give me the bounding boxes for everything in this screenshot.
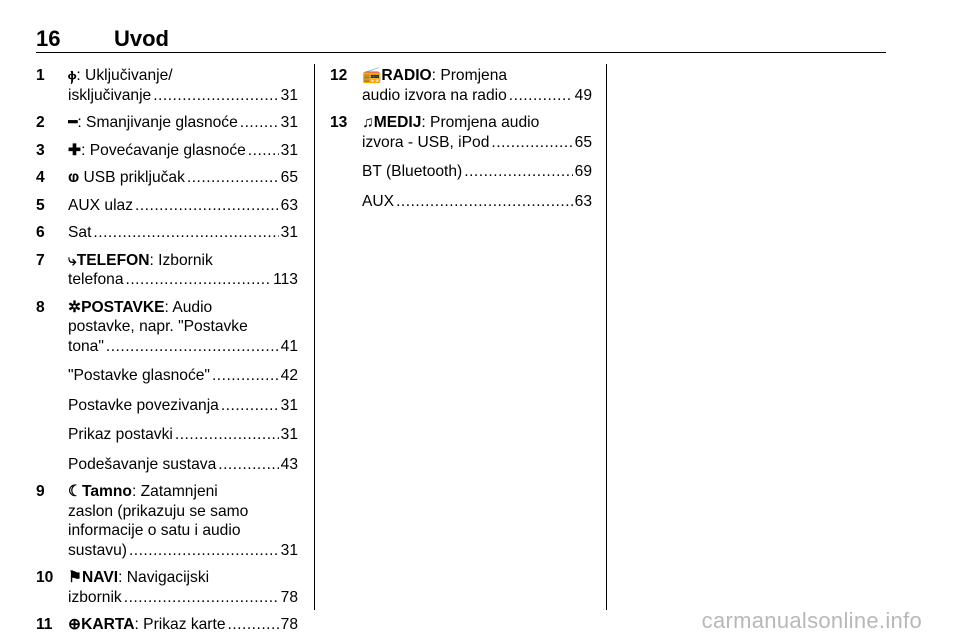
sub-entry-label: Podešavanje sustava: [68, 455, 217, 473]
sub-entry: [68, 425, 298, 445]
entry-icon: ⚑: [68, 569, 82, 586]
page-ref: 63: [574, 192, 592, 210]
dot-leader: [396, 192, 573, 212]
entry-label: izvora - USB, iPod: [362, 133, 490, 151]
sub-entry: [68, 396, 298, 416]
text-line: [68, 298, 298, 318]
entry-keyword: NAVI: [81, 569, 119, 586]
entry-number: 13: [330, 114, 348, 131]
entry-text: [68, 482, 298, 560]
entry-number: 2: [36, 114, 45, 131]
dot-leader: [228, 615, 279, 635]
page-ref: 31: [280, 114, 298, 131]
sub-entry-label: Postavke povezivanja: [68, 396, 219, 414]
text-line: [68, 502, 298, 522]
entry-number: 7: [36, 251, 45, 269]
entry-icon: ☾: [68, 483, 82, 500]
dot-leader: [93, 223, 278, 243]
dot-leader: [187, 168, 279, 188]
dot-leader: [221, 396, 279, 416]
page-ref: 41: [280, 337, 298, 355]
entry-keyword: RADIO: [381, 67, 432, 84]
index-entry: [36, 113, 298, 133]
entry-label: : Navigacijski: [118, 569, 210, 586]
page-ref: 31: [280, 224, 298, 241]
entry-number: 10: [36, 569, 54, 586]
entry-icon: 📻: [362, 67, 382, 84]
entry-label: isključivanje: [68, 86, 152, 104]
leader-line: [362, 86, 592, 106]
page-ref: 78: [280, 588, 298, 606]
entry-text: [68, 66, 298, 105]
entry-icon: ━: [68, 114, 78, 131]
index-entry: [330, 66, 592, 105]
entry-text: [362, 66, 592, 105]
dot-leader: [218, 455, 278, 475]
entry-number: 3: [36, 141, 45, 159]
entry-label: Sat: [68, 224, 92, 241]
column-divider-left: [314, 64, 315, 610]
index-entry: [36, 168, 298, 188]
dot-leader: [124, 588, 279, 608]
dot-leader: [464, 162, 572, 182]
entry-label: : Povećavanje glasnoće: [81, 141, 246, 159]
entry-keyword: MEDIJ: [373, 114, 422, 131]
entry-label: audio izvora na radio: [362, 86, 507, 104]
index-entry: [36, 568, 298, 607]
sub-entry-label: BT (Bluetooth): [362, 163, 463, 180]
sub-entry-label: Prikaz postavki: [68, 426, 173, 443]
index-column-1: [36, 66, 298, 643]
page-number: 16: [36, 26, 61, 51]
text-line: [68, 251, 298, 271]
text-line: [68, 66, 298, 86]
index-entry: [36, 615, 298, 635]
entry-number: 12: [330, 67, 348, 84]
leader-line: [68, 196, 298, 216]
dot-leader: [212, 366, 279, 386]
entry-text: [68, 568, 298, 607]
entry-icon: ⤷: [68, 251, 77, 269]
text-line: [362, 113, 592, 133]
index-column-2: [330, 66, 592, 219]
entry-icon: ⲫ: [68, 67, 77, 84]
dot-leader: [491, 133, 572, 153]
page-ref: 65: [280, 169, 298, 186]
page-ref: 42: [280, 367, 298, 384]
leader-line: [68, 588, 298, 608]
sub-entry: [362, 162, 592, 182]
page-ref: 65: [574, 133, 592, 151]
entry-keyword: TELEFON: [76, 251, 150, 269]
text-line: [68, 482, 298, 502]
entry-number: 5: [36, 196, 45, 214]
entry-label: USB priključak: [79, 169, 185, 186]
entry-text: [362, 113, 592, 152]
entry-number: 6: [36, 224, 45, 241]
entry-text: [68, 615, 298, 635]
entry-label: : Audio: [164, 298, 213, 316]
leader-line: [68, 223, 298, 243]
dot-leader: [248, 141, 279, 161]
index-entry: [36, 482, 298, 560]
entry-label: informacije o satu i audio: [68, 522, 241, 539]
entry-text: [68, 251, 298, 290]
entry-label: : Smanjivanje glasnoće: [77, 114, 238, 131]
entry-label: : Prikaz karte: [134, 616, 226, 633]
leader-line: [68, 541, 298, 561]
index-entry: [36, 298, 298, 475]
entry-text: [68, 141, 298, 161]
index-entry: [36, 223, 298, 243]
entry-label: telefona: [68, 271, 124, 288]
text-line: [68, 317, 298, 337]
page-ref: 31: [280, 141, 298, 159]
entry-number: 9: [36, 483, 45, 500]
page-title: Uvod: [114, 26, 169, 51]
page-ref: 69: [574, 163, 592, 180]
index-entry: [36, 251, 298, 290]
entry-label: : Uključivanje/: [76, 67, 173, 84]
watermark: carmanualsonline.info: [701, 608, 922, 633]
text-line: [68, 521, 298, 541]
index-entry: [36, 141, 298, 161]
page-ref: 49: [574, 86, 592, 104]
page-ref: 78: [280, 616, 298, 633]
index-entry: [330, 113, 592, 211]
entry-icon: ⊕: [68, 616, 82, 633]
entry-label: zaslon (prikazuju se samo: [68, 502, 249, 520]
leader-line: [68, 270, 298, 290]
dot-leader: [153, 86, 278, 106]
page-ref: 63: [280, 196, 298, 214]
entry-icon: ♫: [362, 114, 374, 131]
entry-icon: ✚: [68, 141, 82, 159]
entry-label: izbornik: [68, 588, 122, 606]
entry-keyword: Tamno: [81, 483, 132, 500]
entry-label: sustavu): [68, 541, 127, 559]
page-ref: 31: [280, 86, 298, 104]
index-entry: [36, 196, 298, 216]
sub-entry-label: "Postavke glasnoće": [68, 367, 210, 384]
entry-number: 8: [36, 298, 45, 316]
sub-entry: [68, 366, 298, 386]
page-ref: 113: [273, 271, 298, 288]
dot-leader: [175, 425, 279, 445]
entry-text: [68, 113, 298, 133]
dot-leader: [135, 196, 279, 216]
leader-line: [68, 113, 298, 133]
index-entry: [36, 66, 298, 105]
entry-icon: ⱷ: [68, 169, 80, 186]
entry-icon: ✲: [68, 298, 82, 316]
entry-label: : Zatamnjeni: [131, 483, 218, 500]
entry-text: [68, 223, 298, 243]
page-ref: 31: [280, 541, 298, 559]
entry-text: [68, 196, 298, 216]
dot-leader: [509, 86, 573, 106]
sub-entry: [362, 192, 592, 212]
entry-label: tona": [68, 337, 104, 355]
header-rule: [36, 52, 886, 53]
sub-entry: [68, 455, 298, 475]
sub-entry-label: AUX: [362, 192, 395, 210]
entry-number: 11: [36, 616, 53, 633]
dot-leader: [240, 113, 279, 133]
leader-line: [68, 337, 298, 357]
leader-line: [68, 86, 298, 106]
leader-line: [362, 133, 592, 153]
entry-label: AUX ulaz: [68, 196, 134, 214]
page-ref: 31: [280, 426, 298, 443]
entry-keyword: KARTA: [81, 616, 135, 633]
leader-line: [68, 141, 298, 161]
entry-label: : Izbornik: [149, 251, 213, 269]
dot-leader: [126, 270, 272, 290]
entry-text: [68, 168, 298, 188]
leader-line: [68, 615, 298, 635]
entry-text: [68, 298, 298, 357]
page-ref: 43: [280, 455, 298, 473]
entry-label: postavke, napr. "Postavke: [68, 318, 248, 335]
entry-number: 1: [36, 67, 45, 84]
entry-label: : Promjena audio: [421, 114, 540, 131]
page-ref: 31: [280, 396, 298, 414]
entry-number: 4: [36, 169, 45, 186]
text-line: [362, 66, 592, 86]
entry-keyword: POSTAVKE: [81, 298, 165, 316]
dot-leader: [106, 337, 279, 357]
column-divider-right: [606, 64, 607, 610]
dot-leader: [129, 541, 279, 561]
entry-label: : Promjena: [431, 67, 508, 84]
leader-line: [68, 168, 298, 188]
text-line: [68, 568, 298, 588]
